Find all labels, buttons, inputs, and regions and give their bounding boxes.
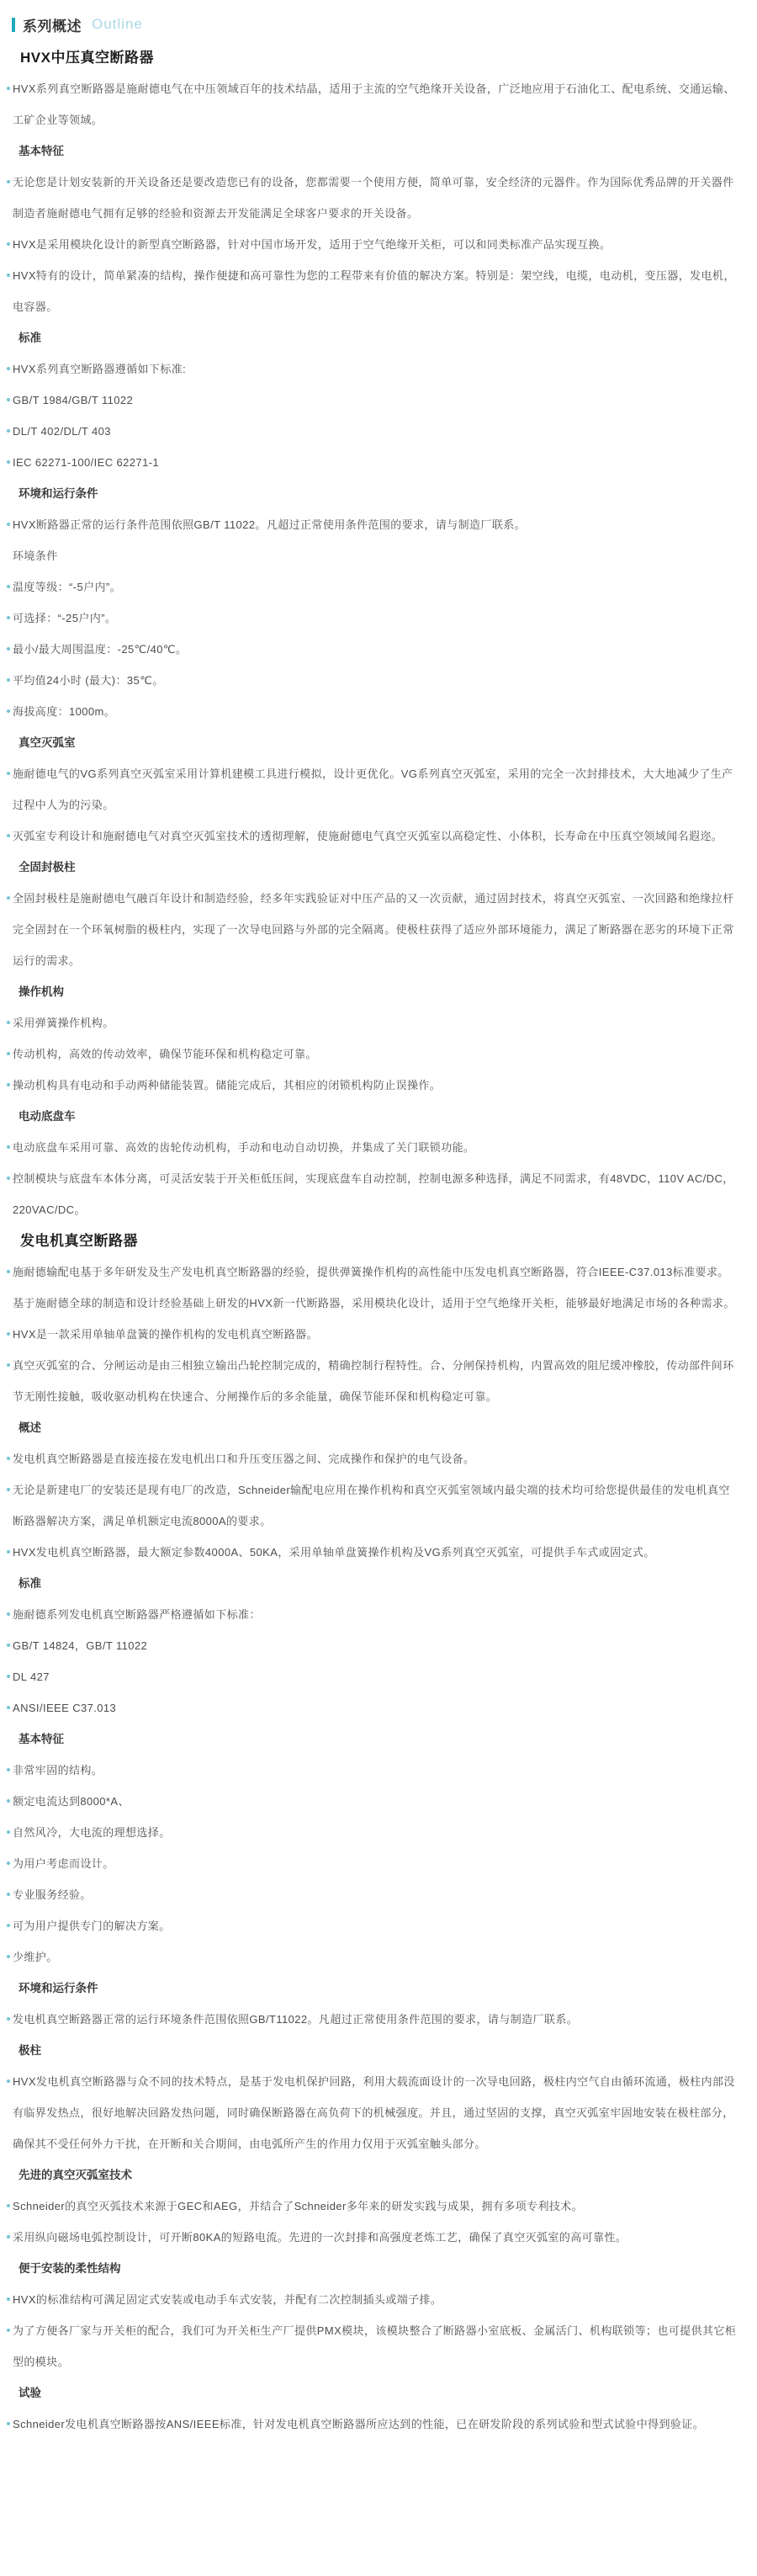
bullet-dot-icon <box>7 772 10 775</box>
bullet-item <box>0 1910 757 1941</box>
bullet-dot-icon <box>7 1768 10 1771</box>
bullet-text: IEC 62271-100/IEC 62271-1 <box>13 456 160 469</box>
bullet-text: 发电机真空断路器正常的运行环境条件范围依照GB/T11022。凡超过正常使用条件范围的要求，请与制造厂联系。 <box>13 2013 579 2026</box>
subsection-title: 基本特征 <box>19 1733 64 1745</box>
bullet-dot-icon <box>7 896 10 900</box>
bullet-dot-icon <box>7 2329 10 2332</box>
bullet-text: 最小/最大周围温度：-25℃/40℃。 <box>13 643 188 656</box>
page-title: 系列概述 <box>23 18 82 35</box>
bullet-item <box>0 509 757 540</box>
bullet-item <box>0 1319 757 1350</box>
bullet-item <box>0 1070 757 1101</box>
bullet-item <box>0 447 757 478</box>
bullet-dot-icon <box>7 87 10 90</box>
bullet-text: HVX发电机真空断路器，最大额定参数4000A、50KA，采用单轴单盘簧操作机构及VG系列真空灭弧室，可提供手车式或固定式。 <box>13 1546 655 1559</box>
bullet-text: 全固封极柱是施耐德电气融百年设计和制造经验，经多年实践验证对中压产品的又一次贡献，通过固封技术，将真空灭弧室、一次回路和绝缘拉杆完全固封在一个环氧树脂的极柱内，实现了一次导电回路与外部的完全隔离。使极柱获得了适应外部环境能力，满足了断路器在恶劣的环境下正常运行的需求。 <box>13 892 734 967</box>
bullet-dot-icon <box>7 1830 10 1834</box>
bullet-text: DL/T 402/DL/T 403 <box>13 425 111 438</box>
bullet-text: 温度等级：“-5户内”。 <box>13 581 122 593</box>
bullet-item <box>0 2191 757 2222</box>
bullet-dot-icon <box>7 709 10 713</box>
bullet-text: 采用纵向磁场电弧控制设计，可开断80KA的短路电流。先进的一次封排和高强度老炼工艺，确保了真空灭弧室的高可靠性。 <box>13 2231 627 2244</box>
plain-text: 环境条件 <box>13 550 58 562</box>
bullet-dot-icon <box>7 1644 10 1647</box>
bullet-dot-icon <box>7 2204 10 2207</box>
bullet-item <box>0 1692 757 1724</box>
bullet-item <box>0 1817 757 1848</box>
bullet-dot-icon <box>7 2017 10 2021</box>
bullet-item <box>0 167 757 229</box>
bullet-dot-icon <box>7 1021 10 1024</box>
bullet-dot-icon <box>7 1052 10 1055</box>
bullet-text: 控制模块与底盘车本体分离，可灵活安装于开关柜低压间，实现底盘车自动控制，控制电源多种选择，满足不同需求，有48VDC，110V AC/DC，220VAC/DC。 <box>13 1172 734 1216</box>
bullet-item <box>0 229 757 260</box>
bullet-text: HVX断路器正常的运行条件范围依照GB/T 11022。凡超过正常使用条件范围的要求，请与制造厂联系。 <box>13 518 527 531</box>
bullet-text: DL 427 <box>13 1670 50 1683</box>
bullet-item <box>0 883 757 976</box>
bullet-item <box>0 665 757 696</box>
bullet-item <box>0 1474 757 1537</box>
bullet-item <box>0 1879 757 1910</box>
subsection-title: 真空灭弧室 <box>19 736 76 749</box>
bullet-text: 为了方便各厂家与开关柜的配合，我们可为开关柜生产厂提供PMX模块，该模块整合了断路器小室底板、金属活门、机构联锁等；也可提供其它柜型的模块。 <box>13 2324 737 2368</box>
subsection-title: 基本特征 <box>19 145 64 157</box>
bullet-text: 采用弹簧操作机构。 <box>13 1017 114 1029</box>
bullet-text: Schneider发电机真空断路器按ANS/IEEE标准，针对发电机真空断路器所应达到的性能，已在研发阶段的系列试验和型式试验中得到验证。 <box>13 2418 705 2430</box>
bullet-item <box>0 603 757 634</box>
bullet-item <box>0 353 757 385</box>
bullet-item <box>0 1630 757 1661</box>
bullet-text: HVX是一款采用单轴单盘簧的操作机构的发电机真空断路器。 <box>13 1328 318 1341</box>
bullet-dot-icon <box>7 1893 10 1896</box>
bullet-dot-icon <box>7 274 10 277</box>
bullet-item <box>0 634 757 665</box>
bullet-item <box>0 1599 757 1630</box>
bullet-dot-icon <box>7 2235 10 2239</box>
bullet-dot-icon <box>7 460 10 464</box>
bullet-dot-icon <box>7 2422 10 2425</box>
bullet-text: 平均值24小时 (最大)：35℃。 <box>13 674 164 687</box>
subsection-title: 概述 <box>19 1421 41 1434</box>
bullet-dot-icon <box>7 367 10 370</box>
bullet-item <box>0 1755 757 1786</box>
section-title: 发电机真空断路器 <box>20 1233 138 1249</box>
bullet-item <box>0 260 757 322</box>
bullet-text: 少维护。 <box>13 1951 58 1963</box>
bullet-item <box>0 2004 757 2035</box>
subsection-title: 便于安装的柔性结构 <box>19 2262 121 2275</box>
bullet-dot-icon <box>7 1270 10 1273</box>
subsection-title: 环境和运行条件 <box>19 487 98 500</box>
bullet-text: 施耐德电气的VG系列真空灭弧室采用计算机建模工具进行模拟，设计更优化。VG系列真空灭弧室，采用的完全一次封排技术，大大地减少了生产过程中人为的污染。 <box>13 767 733 811</box>
bullet-text: 为用户考虑而设计。 <box>13 1857 114 1870</box>
bullet-dot-icon <box>7 1332 10 1336</box>
bullet-text: 额定电流达到8000*A、 <box>13 1795 130 1808</box>
bullet-text: 电动底盘车采用可靠、高效的齿轮传动机构，手动和电动自动切换，并集成了关门联锁功能。 <box>13 1141 475 1154</box>
bullet-item <box>0 571 757 603</box>
bullet-item <box>0 2066 757 2159</box>
bullet-text: 可为用户提供专门的解决方案。 <box>13 1920 171 1932</box>
bullet-text: 施耐德系列发电机真空断路器严格遵循如下标准： <box>13 1608 261 1621</box>
accent-bar-icon <box>12 18 15 32</box>
page-subtitle: Outline <box>92 16 143 32</box>
bullet-text: 传动机构，高效的传动效率，确保节能环保和机构稳定可靠。 <box>13 1048 317 1060</box>
bullet-item <box>0 1786 757 1817</box>
bullet-item <box>0 2409 757 2440</box>
bullet-item <box>0 1661 757 1692</box>
section-title: HVX中压真空断路器 <box>20 50 154 66</box>
bullet-dot-icon <box>7 585 10 588</box>
bullet-item <box>0 1941 757 1973</box>
bullet-item <box>0 2284 757 2315</box>
bullet-dot-icon <box>7 2297 10 2301</box>
bullet-text: HVX发电机真空断路器与众不同的技术特点，是基于发电机保护回路，利用大载流面设计的一次导电回路，极柱内空气自由循环流通，极柱内部没有临界发热点，很好地解决回路发热问题，同时确保断路器在高负荷下的机械强度。并且，通过坚固的支撑，真空灭弧室牢固地安装在极柱部分，确保其不受任何外力干扰，在开断和关合期间，由电弧所产生的作用力仅用于灭弧室触头部分。 <box>13 2075 735 2150</box>
bullet-text: 自然风冷，大电流的理想选择。 <box>13 1826 171 1839</box>
content <box>0 42 757 2440</box>
bullet-dot-icon <box>7 1612 10 1616</box>
bullet-dot-icon <box>7 1488 10 1491</box>
bullet-dot-icon <box>7 242 10 246</box>
bullet-dot-icon <box>7 1799 10 1803</box>
bullet-text: HVX特有的设计，简单紧凑的结构，操作便捷和高可靠性为您的工程带来有价值的解决方案。特别是：架空线，电缆，电动机，变压器，发电机，电容器。 <box>13 269 735 313</box>
bullet-text: ANSI/IEEE C37.013 <box>13 1702 117 1714</box>
bullet-text: 无论是新建电厂的安装还是现有电厂的改造，Schneider输配电应用在操作机构和真空灭弧室领域内最尖端的技术均可给您提供最佳的发电机真空断路器解决方案，满足单机额定电流8000A的要求。 <box>13 1484 730 1527</box>
bullet-dot-icon <box>7 834 10 837</box>
subsection-title: 试验 <box>19 2387 41 2399</box>
bullet-dot-icon <box>7 1955 10 1958</box>
bullet-text: 施耐德输配电基于多年研发及生产发电机真空断路器的经验，提供弹簧操作机构的高性能中压发电机真空断路器，符合IEEE-C37.013标准要求。基于施耐德全球的制造和设计经验基础上研发的HVX新一代断路器，采用模块化设计，适用于空气绝缘开关柜，能够最好地满足市场的各种需求。 <box>13 1266 735 1309</box>
bullet-item <box>0 385 757 416</box>
bullet-dot-icon <box>7 1550 10 1554</box>
subsection-title: 全固封极柱 <box>19 861 76 874</box>
bullet-item <box>0 1537 757 1568</box>
bullet-item <box>0 1350 757 1412</box>
bullet-dot-icon <box>7 1924 10 1927</box>
bullet-item <box>0 1038 757 1070</box>
bullet-dot-icon <box>7 1675 10 1678</box>
bullet-text: 无论您是计划安装新的开关设备还是要改造您已有的设备，您都需要一个使用方便，简单可靠，安全经济的元器件。作为国际优秀品牌的开关器件制造者施耐德电气拥有足够的经验和资源去开发能满足全球客户要求的开关设备。 <box>13 176 734 220</box>
bullet-text: HVX是采用模块化设计的新型真空断路器，针对中国市场开发，适用于空气绝缘开关柜，可以和同类标准产品实现互换。 <box>13 238 611 251</box>
bullet-text: 海拔高度：1000m。 <box>13 705 116 718</box>
bullet-item <box>0 2315 757 2377</box>
bullet-text: HVX系列真空断路器是施耐德电气在中压领域百年的技术结晶，适用于主流的空气绝缘开关设备，广泛地应用于石油化工、配电系统、交通运输、工矿企业等领域。 <box>13 82 735 126</box>
bullet-dot-icon <box>7 398 10 401</box>
bullet-dot-icon <box>7 1457 10 1460</box>
bullet-item <box>0 1848 757 1879</box>
bullet-dot-icon <box>7 1176 10 1180</box>
bullet-dot-icon <box>7 678 10 682</box>
bullet-dot-icon <box>7 1862 10 1865</box>
bullet-item <box>0 696 757 727</box>
bullet-item <box>0 73 757 135</box>
bullet-dot-icon <box>7 429 10 433</box>
bullet-dot-icon <box>7 647 10 651</box>
bullet-dot-icon <box>7 2079 10 2083</box>
page-header <box>0 12 757 37</box>
subsection-title: 操作机构 <box>19 985 64 998</box>
bullet-item <box>0 821 757 852</box>
bullet-item <box>0 2222 757 2253</box>
subsection-title: 标准 <box>19 1577 41 1590</box>
bullet-text: 非常牢固的结构。 <box>13 1764 103 1777</box>
subsection-title: 环境和运行条件 <box>19 1982 98 1994</box>
bullet-dot-icon <box>7 1145 10 1149</box>
bullet-item <box>0 1443 757 1474</box>
bullet-text: 专业服务经验。 <box>13 1888 92 1901</box>
bullet-dot-icon <box>7 523 10 526</box>
subsection-title: 极柱 <box>19 2044 41 2057</box>
bullet-item <box>0 1256 757 1319</box>
bullet-dot-icon <box>7 1706 10 1709</box>
bullet-text: 可选择：“-25户内”。 <box>13 612 117 624</box>
bullet-item <box>0 1163 757 1225</box>
bullet-text: 发电机真空断路器是直接连接在发电机出口和升压变压器之间、完成操作和保护的电气设备。 <box>13 1453 475 1465</box>
bullet-dot-icon <box>7 616 10 619</box>
subsection-title: 先进的真空灭弧室技术 <box>19 2169 132 2181</box>
bullet-text: Schneider的真空灭弧技术来源于GEC和AEG，并结合了Schneider多年来的研发实践与成果，拥有多项专利技术。 <box>13 2200 584 2212</box>
bullet-dot-icon <box>7 1363 10 1367</box>
bullet-text: 真空灭弧室的合、分闸运动是由三相独立输出凸轮控制完成的，精确控制行程特性。合、分闸保持机构，内置高效的阻尼缓冲橡胶，传动部件间环节无刚性接触，吸收驱动机构在快速合、分闸操作后的多余能量，确保节能环保和机构稳定可靠。 <box>13 1359 734 1403</box>
subsection-title: 标准 <box>19 332 41 344</box>
bullet-dot-icon <box>7 1083 10 1086</box>
bullet-text: 操动机构具有电动和手动两种储能装置。储能完成后，其相应的闭锁机构防止误操作。 <box>13 1079 442 1091</box>
bullet-text: 灭弧室专利设计和施耐德电气对真空灭弧室技术的透彻理解，使施耐德电气真空灭弧室以高稳定性、小体积，长寿命在中压真空领域闻名遐迩。 <box>13 830 723 842</box>
bullet-dot-icon <box>7 180 10 183</box>
bullet-item <box>0 1132 757 1163</box>
bullet-item <box>0 416 757 447</box>
bullet-item <box>0 1007 757 1038</box>
bullet-item <box>0 758 757 821</box>
subsection-title: 电动底盘车 <box>19 1110 76 1123</box>
bullet-text: HVX系列真空断路器遵循如下标准: <box>13 363 187 375</box>
bullet-text: GB/T 1984/GB/T 11022 <box>13 394 134 406</box>
bullet-text: GB/T 14824，GB/T 11022 <box>13 1639 148 1652</box>
bullet-text: HVX的标准结构可满足固定式安装或电动手车式安装，并配有二次控制插头或端子排。 <box>13 2293 442 2306</box>
